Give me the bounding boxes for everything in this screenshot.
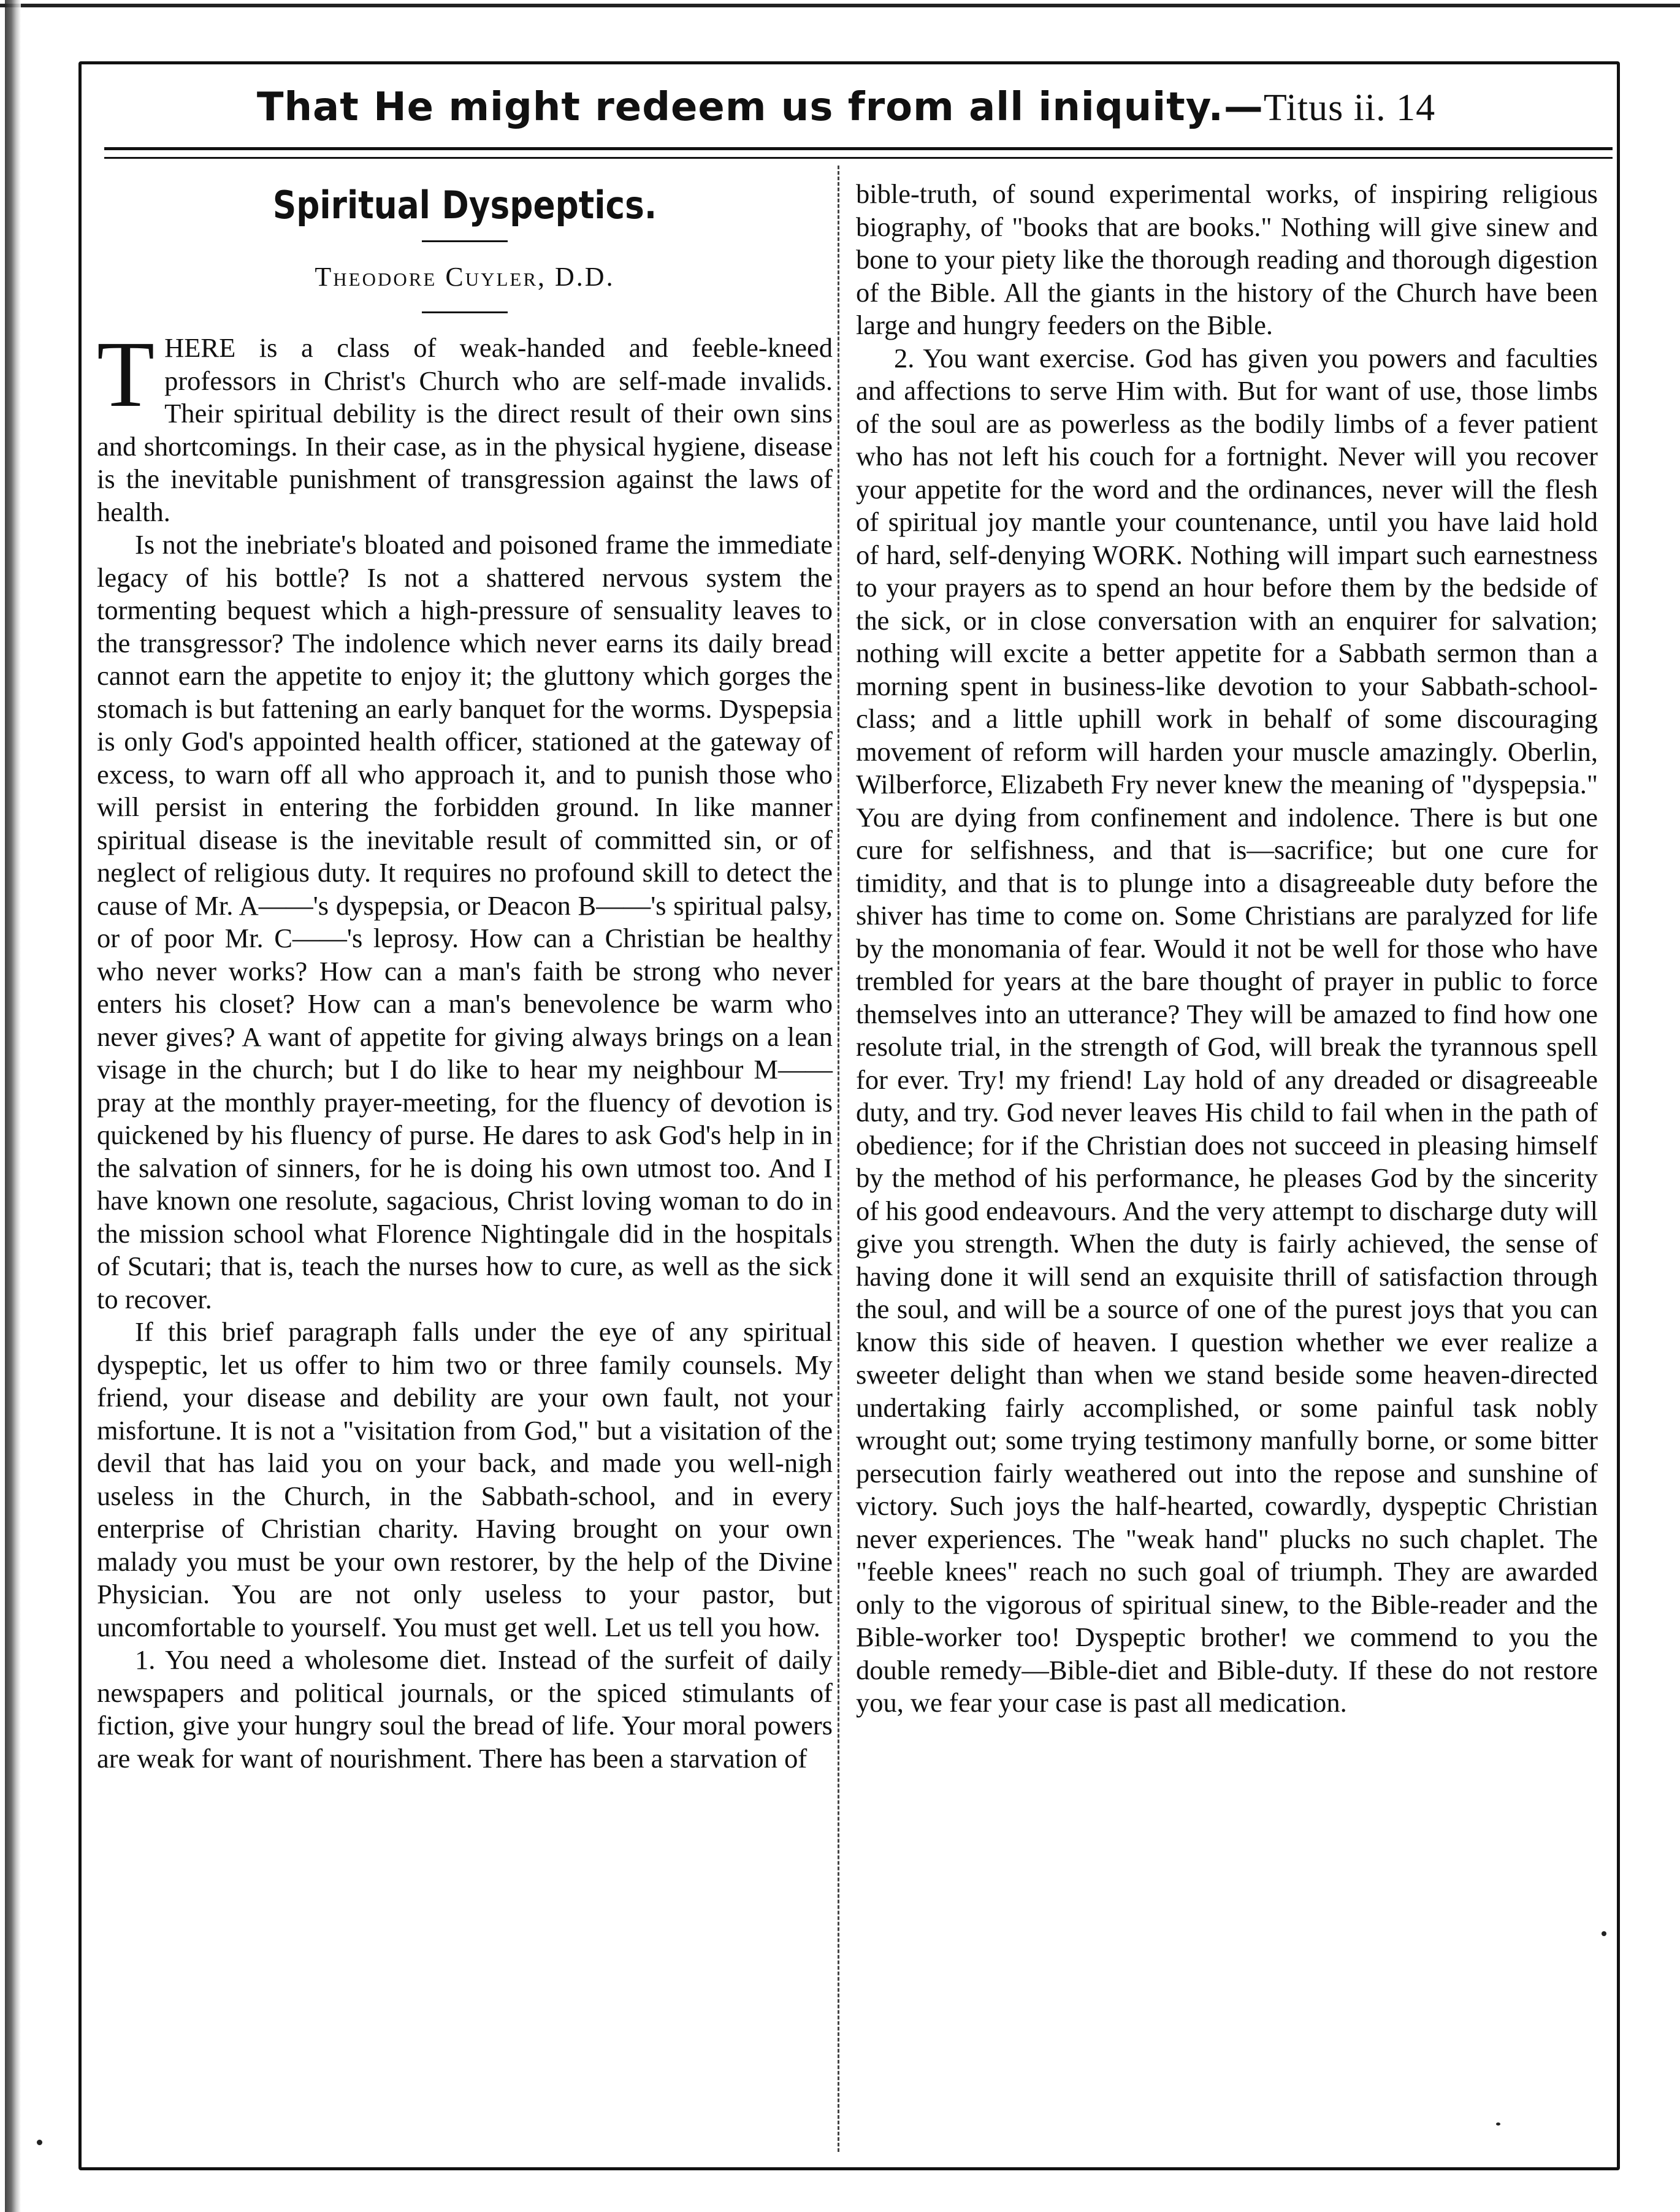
print-speck <box>1496 2122 1500 2126</box>
author-name: Theodore Cuyler, D.D. <box>315 261 615 292</box>
print-speck <box>37 2140 42 2145</box>
drop-cap: T <box>97 322 155 427</box>
header-rule-thick <box>104 147 1613 150</box>
article-paragraph: bible-truth, of sound experimental works, of inspiring religious biography, of "books that are books." Nothing will give sinew and bone to your piety like the thorough reading and thorough digestion of the Bible. All the giants in the history of the Church have been large and hungry feeders on the Bible. <box>856 178 1598 340</box>
article-paragraph: If this brief paragraph falls under the eye of any spiritual dyspeptic, let us offer to him two or three family counsels. My friend, your disease and debility are your own fault, not your misfortune. It is not a "visitation from God," but a visitation of the devil that has laid you on your back, and made you well-nigh useless in the Church, in the Sabbath-school, and in every enterprise of Christian charity. Having brought on your own malady you must be your own restorer, by the help of the Divine Physician. You are not only useless to your pastor, but uncomfortable to yourself. You must get well. Let us tell you how. <box>97 1316 833 1642</box>
running-header <box>86 74 1606 141</box>
article-paragraph: 1. You need a wholesome diet. Instead of the surfeit of daily newspapers and political journals, or the spiced stimulants of fiction, give your hungry soul the bread of life. Your moral powers are weak for want of nourishment. There has been a starvation of <box>97 1644 833 1774</box>
first-paragraph-text: HERE is a class of weak-handed and feeble-kneed professors in Christ's Church who are self-made invalids. Their spiritual debility is the direct result of their own sins and shortcomings. In their case, as in the physical hygiene, disease is the inevitable punishment of transgression against the laws of health. <box>97 332 833 527</box>
header-rule-thin <box>104 157 1613 159</box>
author-rule <box>422 311 508 313</box>
article-title: Spiritual Dyspeptics. <box>272 183 657 227</box>
page-top-edge <box>0 4 1680 7</box>
article-paragraph <box>97 322 833 528</box>
header-verse: That He might redeem us from all iniquity.— <box>256 85 1264 130</box>
article-paragraph: 2. You want exercise. God has given you powers and faculties and affections to serve Him with. But for want of use, those limbs of the soul are as powerless as the bodily limbs of a fever patient who has not left his couch for a fortnight. Never will you recover your appetite for the word and the ordinances, never will the flesh of spiritual joy mantle your countenance, until you have laid hold of hard, self-denying WORK. Nothing will impart such earnestness to your prayers as to spend an hour before them by the bedside of the sick, or in close conversation with an enquirer for salvation; nothing will excite a better appetite for a Sabbath sermon than a morning spent in business-like devotion to your Sabbath-school-class; and a little uphill work in behalf of some discouraging movement of reform will harden your muscle amazingly. Oberlin, Wilberforce, Elizabeth Fry never knew the meaning of "dyspepsia." You are dying from confinement and indolence. There is but one cure for selfishness, and that is—sacrifice; but one cure for timidity, and that is to plunge into a disagreeable duty before the shiver has time to come on. Some Christians are paralyzed for life by the monomania of fear. Would it not be well for those who have trembled for years at the bare thought of prayer in public to force themselves into an utterance? They will be amazed to find how one resolute trial, in the strength of God, will break the tyrannous spell for ever. Try! my friend! Lay hold of any dreaded or disagreeable duty, and try. God never leaves His child to fail when in the path of obedience; for if the Christian does not succeed in pleasing himself by the method of his performance, he pleases God by the sincerity of his good endeavours. And the very attempt to discharge duty will give you strength. When the duty is fairly achieved, the sense of having done it will send an exquisite thrill of satisfaction through the soul, and will be a source of one of the purest joys that you can know this side of heaven. I question whether we ever realize a sweeter delight than when we stand beside some heaven-directed undertaking fairly accomplished, or some painful task nobly wrought out; some trying testimony manfully borne, or some bitter persecution fairly weathered out into the repose and sunshine of victory. Such joys the half-hearted, cowardly, dyspeptic Christian never experiences. The "weak hand" plucks no such chaplet. The "feeble knees" reach no such goal of triumph. They are awarded only to the vigorous of spiritual sinew, to the Bible-reader and the Bible-worker too! Dyspeptic brother! we commend to you the double remedy—Bible-diet and Bible-duty. If these do not restore you, we fear your case is past all medication. <box>856 342 1598 1718</box>
column-divider <box>838 166 839 2152</box>
print-speck <box>1602 1931 1606 1936</box>
article-author <box>97 261 833 294</box>
header-text <box>257 85 1435 130</box>
title-rule <box>422 240 508 242</box>
header-citation: Titus ii. 14 <box>1263 87 1436 129</box>
right-column <box>856 178 1598 1720</box>
page-binding-edge <box>5 0 21 2212</box>
left-column <box>97 178 833 1775</box>
article-paragraph: Is not the inebriate's bloated and poisoned frame the immediate legacy of his bottle? Is not a shattered nervous system the tormenting bequest which a high-pressure of sensuality leaves to the transgressor? The indolence which never earns its daily bread cannot earn the appetite to enjoy it; the gluttony which gorges the stomach is but fattening an early banquet for the worms. Dyspepsia is only God's appointed health officer, stationed at the gateway of excess, to warn off all who approach it, and to punish those who will persist in entering the forbidden ground. In like manner spiritual disease is the inevitable result of committed sin, or of neglect of religious duty. It requires no profound skill to detect the cause of Mr. A——'s dyspepsia, or Deacon B——'s spiritual palsy, or of poor Mr. C——'s leprosy. How can a Christian be healthy who never works? How can a man's faith be strong who never enters his closet? How can a man's benevolence be warm who never gives? A want of appetite for giving always brings on a lean visage in the church; but I do like to hear my neighbour M——pray at the monthly prayer-meeting, for the fluency of devotion is quickened by his fluency of purse. He dares to ask God's help in in the salvation of sinners, for he is doing his own utmost too. And I have known one resolute, sagacious, Christ loving woman to do in the mission school what Florence Nightingale did in the hospitals of Scutari; that is, teach the nurses how to cure, as well as the sick to recover. <box>97 529 833 1314</box>
